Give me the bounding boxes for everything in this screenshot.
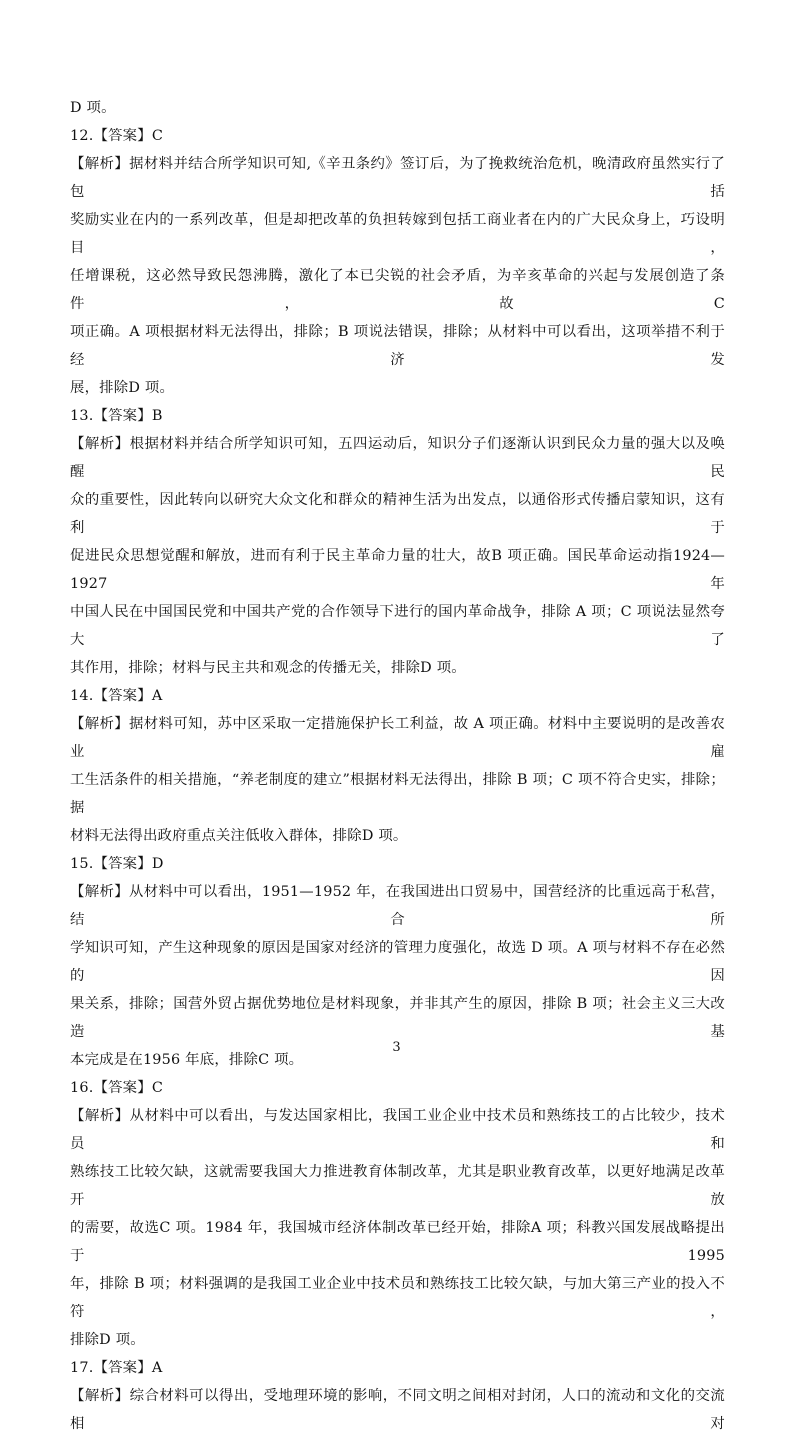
text-line: 15.【答案】D [70, 856, 164, 872]
text-line: 【解析】据材料可知，苏中区采取一定措施保护长工利益，故 A 项正确。材料中主要说明的是改善农业雇 [70, 716, 725, 760]
answer-text-body [70, 94, 725, 1438]
text-line: 排除D 项。 [70, 1332, 145, 1348]
text-line: 12.【答案】C [70, 128, 164, 144]
text-line: 17.【答案】A [70, 1360, 163, 1376]
text-line: 14.【答案】A [70, 688, 163, 704]
text-line: 【解析】从材料中可以看出，与发达国家相比，我国工业企业中技术员和熟练技工的占比较少，技术员和 [70, 1108, 725, 1152]
page-number: 3 [392, 1040, 401, 1055]
text-line: 众的重要性，因此转向以研究大众文化和群众的精神生活为出发点，以通俗形式传播启蒙知识，这有利于 [70, 492, 725, 536]
text-line: 任增课税，这必然导致民怨沸腾，激化了本已尖锐的社会矛盾，为辛亥革命的兴起与发展创造了条件，故C [70, 268, 725, 312]
text-line: 学知识可知，产生这种现象的原因是国家对经济的管理力度强化，故选 D 项。A 项与材料不存在必然的因 [70, 940, 725, 984]
text-line: 本完成是在1956 年底，排除C 项。 [70, 1052, 304, 1068]
text-line: 工生活条件的相关措施，“养老制度的建立”根据材料无法得出，排除 B 项；C 项不符合史实，排除；据 [70, 772, 725, 816]
text-line: 13.【答案】B [70, 408, 163, 424]
text-line: 16.【答案】C [70, 1080, 164, 1096]
text-line: 中国人民在中国国民党和中国共产党的合作领导下进行的国内革命战争，排除 A 项；C 项说法显然夸大了 [70, 604, 725, 648]
text-line: 促进民众思想觉醒和解放，进而有利于民主革命力量的壮大，故B 项正确。国民革命运动指1924—1927 年 [70, 548, 725, 592]
text-line: 其作用，排除；材料与民主共和观念的传播无关，排除D 项。 [70, 660, 466, 676]
text-line: 的需要，故选C 项。1984 年，我国城市经济体制改革已经开始，排除A 项；科教兴国发展战略提出于1995 [70, 1220, 725, 1264]
text-line: 项正确。A 项根据材料无法得出，排除；B 项说法错误，排除；从材料中可以看出，这项举措不利于经济发 [70, 324, 725, 368]
text-line: 年，排除 B 项；材料强调的是我国工业企业中技术员和熟练技工比较欠缺，与加大第三产业的投入不符， [70, 1276, 725, 1320]
text-line: 展，排除D 项。 [70, 380, 175, 396]
text-line: D 项。 [70, 100, 116, 116]
text-line: 【解析】据材料并结合所学知识可知,《辛丑条约》签订后，为了挽救统治危机，晚清政府虽然实行了包括 [70, 156, 725, 200]
text-line: 果关系，排除；国营外贸占据优势地位是材料现象，并非其产生的原因，排除 B 项；社会主义三大改造基 [70, 996, 725, 1040]
text-line: 【解析】从材料中可以看出，1951—1952 年，在我国进出口贸易中，国营经济的比重远高于私营，结合所 [70, 884, 725, 928]
text-line: 【解析】综合材料可以得出，受地理环境的影响，不同文明之间相对封闭，人口的流动和文化的交流相对 [70, 1388, 725, 1432]
text-line: 材料无法得出政府重点关注低收入群体，排除D 项。 [70, 828, 408, 844]
text-line: 【解析】根据材料并结合所学知识可知，五四运动后，知识分子们逐渐认识到民众力量的强大以及唤醒民 [70, 436, 725, 480]
text-line: 奖励实业在内的一系列改革，但是却把改革的负担转嫁到包括工商业者在内的广大民众身上，巧设明目， [70, 212, 725, 256]
text-line: 熟练技工比较欠缺，这就需要我国大力推进教育体制改革，尤其是职业教育改革，以更好地满足改革开放 [70, 1164, 725, 1208]
